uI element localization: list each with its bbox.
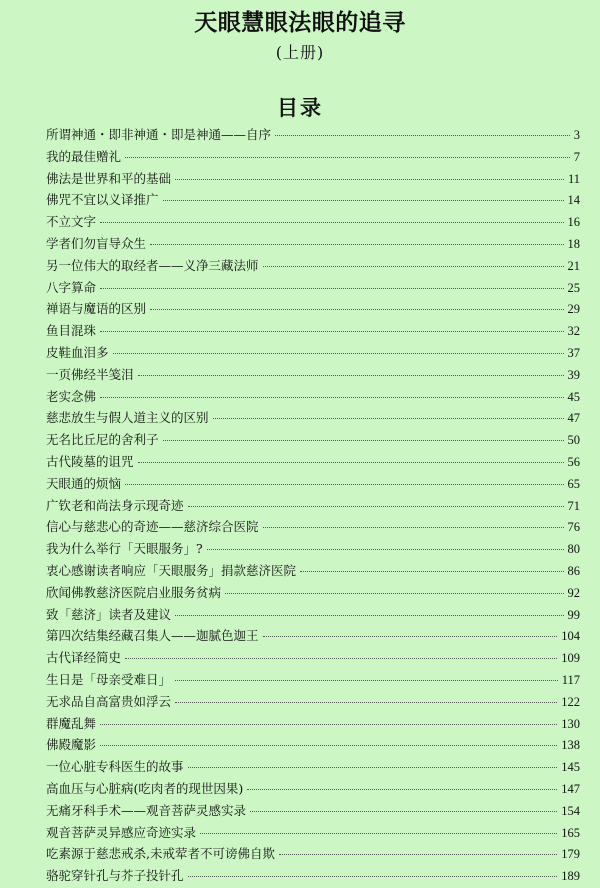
toc-entry-title: 吃素源于慈悲戒杀,未戒荤者不可谤佛自欺 (46, 846, 275, 862)
toc-entry[interactable] (46, 779, 580, 801)
toc-entry[interactable] (46, 452, 580, 474)
toc-entry[interactable] (46, 561, 580, 583)
toc-entry-title: 鱼目混珠 (46, 323, 97, 339)
toc-entry-page-number: 56 (567, 454, 580, 469)
toc-entry-title: 欣闻佛教慈济医院启业服务贫病 (46, 584, 222, 600)
toc-entry-page-number: 86 (567, 563, 580, 578)
toc-entry-title: 一页佛经半笺泪 (46, 366, 134, 382)
toc-entry[interactable] (46, 866, 580, 888)
dot-leader (150, 309, 563, 310)
toc-entry[interactable] (46, 212, 580, 234)
dot-leader (263, 266, 564, 267)
dot-leader (263, 636, 558, 637)
toc-entry-title: 古代译经简史 (46, 650, 122, 666)
toc-entry-page-number: 109 (561, 651, 580, 666)
toc-entry-page-number: 45 (567, 389, 580, 404)
dot-leader (125, 157, 570, 158)
book-title: 天眼慧眼法眼的追寻 (194, 10, 406, 36)
toc-entry[interactable] (46, 190, 580, 212)
toc-entry[interactable] (46, 583, 580, 605)
toc-entry-page-number: 21 (567, 258, 580, 273)
dot-leader (275, 135, 570, 136)
dot-leader (200, 833, 557, 834)
toc-entry[interactable] (46, 387, 580, 409)
dot-leader (175, 680, 558, 681)
toc-entry-page-number: 130 (561, 716, 580, 731)
toc-entry-page-number: 25 (567, 280, 580, 295)
toc-entry-page-number: 122 (561, 694, 580, 709)
toc-heading: 目录 (277, 96, 323, 120)
toc-entry-page-number: 11 (567, 171, 580, 186)
toc-entry-page-number: 147 (561, 781, 580, 796)
toc-entry-page-number: 104 (561, 629, 580, 644)
toc-entry-title: 禅语与魔语的区别 (46, 301, 147, 317)
toc-entry[interactable] (46, 757, 580, 779)
dot-leader (175, 615, 563, 616)
dot-leader (138, 462, 564, 463)
toc-entry-title: 八字算命 (46, 279, 97, 295)
toc-entry[interactable] (46, 299, 580, 321)
toc-entry-page-number: 14 (567, 193, 580, 208)
toc-entry-page-number: 165 (561, 825, 580, 840)
toc-entry-page-number: 47 (567, 411, 580, 426)
toc-entry-title: 另一位伟大的取经者——义净三藏法师 (46, 257, 259, 273)
toc-entry[interactable] (46, 670, 580, 692)
dot-leader (188, 506, 564, 507)
toc-entry-title: 学者们勿盲导众生 (46, 235, 147, 251)
toc-entry-title: 佛咒不宜以义译推广 (46, 192, 159, 208)
dot-leader (113, 353, 564, 354)
toc-entry-title: 无痛牙科手术——观音菩萨灵感实录 (46, 802, 247, 818)
toc-entry-title: 我为什么举行「天眼服务」? (46, 541, 203, 557)
dot-leader (175, 179, 564, 180)
dot-leader (263, 527, 564, 528)
toc-entry-title: 我的最佳赠礼 (46, 148, 122, 164)
toc-entry-page-number: 3 (573, 128, 580, 142)
toc-entry-page-number: 138 (561, 738, 580, 753)
toc-entry-title: 佛殿魔影 (46, 737, 97, 753)
dot-leader (188, 876, 558, 877)
toc-entry[interactable] (46, 692, 580, 714)
toc-entry-page-number: 99 (567, 607, 580, 622)
toc-entry[interactable] (46, 714, 580, 736)
dot-leader (100, 331, 563, 332)
toc-entry-page-number: 32 (567, 324, 580, 339)
dot-leader (138, 375, 564, 376)
table-of-contents (46, 125, 580, 888)
dot-leader (150, 244, 563, 245)
toc-entry-title: 天眼通的烦恼 (46, 475, 122, 491)
toc-entry[interactable] (46, 256, 580, 278)
toc-entry[interactable] (46, 278, 580, 300)
toc-entry-page-number: 92 (567, 585, 580, 600)
dot-leader (279, 854, 557, 855)
dot-leader (125, 484, 563, 485)
toc-entry-title: 观音菩萨灵异感应奇迹实录 (46, 824, 197, 840)
toc-entry[interactable] (46, 169, 580, 191)
toc-entry-title: 无求品自高富贵如浮云 (46, 693, 172, 709)
toc-entry[interactable] (46, 823, 580, 845)
toc-entry[interactable] (46, 343, 580, 365)
dot-leader (300, 571, 563, 572)
toc-entry[interactable] (46, 648, 580, 670)
dot-leader (100, 288, 563, 289)
toc-entry[interactable] (46, 626, 580, 648)
toc-entry-title: 第四次结集经藏召集人——迦腻色迦王 (46, 628, 259, 644)
dot-leader (213, 418, 564, 419)
dot-leader (100, 397, 563, 398)
toc-entry-title: 古代陵墓的诅咒 (46, 453, 134, 469)
toc-entry[interactable] (46, 234, 580, 256)
dot-leader (163, 440, 564, 441)
toc-entry-title: 所谓神通・即非神通・即是神通——自序 (46, 127, 272, 142)
toc-entry-title: 佛法是世界和平的基础 (46, 170, 172, 186)
toc-entry-title: 老实念佛 (46, 388, 97, 404)
volume-subtitle: (上册) (275, 43, 325, 62)
toc-entry-title: 不立文字 (46, 214, 97, 230)
toc-entry[interactable] (46, 539, 580, 561)
toc-entry-page-number: 39 (567, 367, 580, 382)
toc-entry-title: 皮鞋血泪多 (46, 344, 109, 360)
toc-entry-title: 信心与慈悲心的奇迹——慈济综合医院 (46, 519, 259, 535)
toc-entry-title: 生日是「母亲受难日」 (46, 671, 172, 687)
toc-entry[interactable] (46, 496, 580, 518)
toc-entry[interactable] (46, 801, 580, 823)
dot-leader (100, 222, 563, 223)
toc-entry-title: 高血压与心脏病(吃肉者的现世因果) (46, 780, 244, 796)
toc-entry-page-number: 71 (567, 498, 580, 513)
toc-entry-page-number: 76 (567, 520, 580, 535)
toc-entry-page-number: 16 (567, 215, 580, 230)
dot-leader (188, 767, 558, 768)
dot-leader (163, 200, 564, 201)
toc-entry-page-number: 179 (561, 847, 580, 862)
dot-leader (250, 811, 557, 812)
toc-entry[interactable] (46, 517, 580, 539)
toc-entry[interactable] (46, 474, 580, 496)
dot-leader (225, 593, 563, 594)
toc-entry[interactable] (46, 147, 580, 169)
toc-entry[interactable] (46, 430, 580, 452)
toc-entry-title: 致「慈济」读者及建议 (46, 606, 172, 622)
dot-leader (100, 724, 557, 725)
toc-entry[interactable] (46, 605, 580, 627)
dot-leader (247, 789, 557, 790)
dot-leader (207, 549, 564, 550)
toc-entry-page-number: 65 (567, 476, 580, 491)
toc-entry-page-number: 189 (561, 869, 580, 884)
toc-entry[interactable] (46, 735, 580, 757)
toc-entry[interactable] (46, 365, 580, 387)
toc-entry-page-number: 18 (567, 236, 580, 251)
toc-entry-page-number: 154 (561, 803, 580, 818)
toc-entry-title: 骆驼穿针孔与芥子投针孔 (46, 868, 184, 884)
toc-entry[interactable] (46, 125, 580, 147)
toc-entry[interactable] (46, 408, 580, 430)
toc-entry-page-number: 50 (567, 433, 580, 448)
toc-entry-title: 慈悲放生与假人道主义的区别 (46, 410, 209, 426)
dot-leader (100, 745, 557, 746)
toc-entry-title: 无名比丘尼的舍利子 (46, 432, 159, 448)
toc-entry-page-number: 80 (567, 542, 580, 557)
toc-entry-title: 广钦老和尚法身示现奇迹 (46, 497, 184, 513)
toc-entry-title: 群魔乱舞 (46, 715, 97, 731)
dot-leader (175, 702, 557, 703)
toc-entry-page-number: 7 (573, 149, 580, 164)
toc-entry[interactable] (46, 844, 580, 866)
toc-entry-page-number: 117 (561, 672, 580, 687)
toc-entry[interactable] (46, 321, 580, 343)
toc-entry-page-number: 29 (567, 302, 580, 317)
toc-entry-page-number: 37 (567, 345, 580, 360)
toc-entry-page-number: 145 (561, 760, 580, 775)
toc-entry-title: 衷心感谢读者响应「天眼服务」捐款慈济医院 (46, 562, 297, 578)
dot-leader (125, 658, 557, 659)
toc-entry-title: 一位心脏专科医生的故事 (46, 759, 184, 775)
